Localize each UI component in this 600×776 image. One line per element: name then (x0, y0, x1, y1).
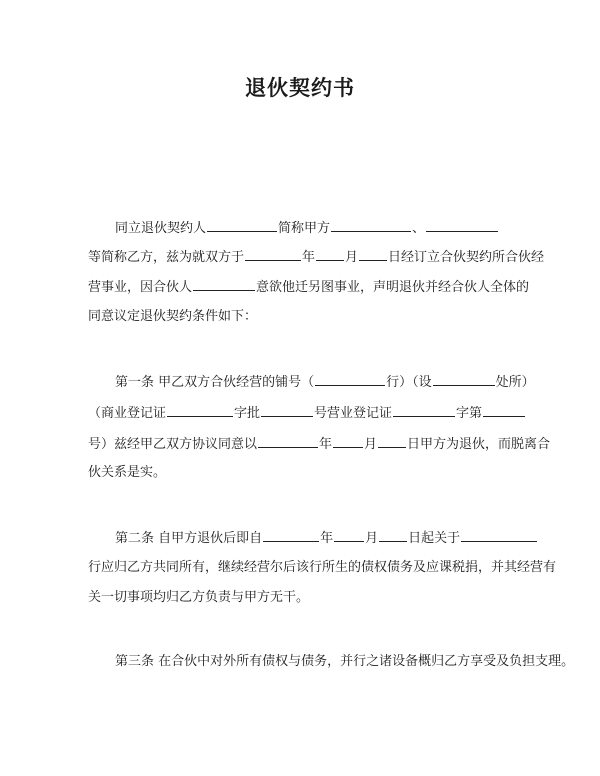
blank-number (483, 403, 525, 417)
article-3-line-1: 第三条 在合伙中对外所有债权与债务，并行之诸设备概归乙方享受及负担支理。 (115, 654, 575, 669)
blank-business-reg (393, 403, 455, 417)
intro-line-1: 同立退伙契约人 简称甲方 、 (115, 218, 499, 238)
article-2-line-1: 第二条 自甲方退伙后即自 年 月 日起关于 (115, 528, 538, 548)
blank-start-year (263, 528, 319, 542)
blank-party-a-2 (426, 218, 498, 232)
blank-party-name (207, 218, 277, 232)
intro-line-4: 同意议定退伙契约条件如下： (88, 309, 258, 324)
blank-party-a (331, 218, 411, 232)
blank-approval (261, 403, 313, 417)
blank-exit-month (333, 434, 363, 448)
blank-start-month (334, 528, 364, 542)
blank-month (316, 247, 344, 261)
blank-firm-name (461, 528, 537, 542)
intro-line-2: 等简称乙方，兹为就双方于 年 月 日经订立合伙契约所合伙经 (88, 247, 544, 267)
blank-reg-cert (167, 403, 233, 417)
blank-partner (193, 277, 255, 291)
blank-location (433, 372, 495, 386)
article-2-line-2: 行应归乙方共同所有，继续经营尔后该行所生的债权债务及应课税捐，并其经营有 (88, 560, 557, 575)
article-1-line-3: 号）兹经甲乙双方协议同意以 年 月 日甲方为退伙，而脱离合 (88, 434, 550, 454)
document-title: 退伙契约书 (245, 76, 355, 100)
article-1-line-2: （商业登记证 字批 号营业登记证 字第 (88, 403, 526, 423)
article-1-line-1: 第一条 甲乙双方合伙经营的铺号（ 行）（设 处所） (115, 372, 535, 392)
blank-start-day (379, 528, 407, 542)
article-2-line-3: 关一切事项均归乙方负责与甲方无干。 (88, 590, 310, 605)
intro-line-3: 营事业，因合伙人 意欲他迁另图事业，声明退伙并经合伙人全体的 (88, 277, 529, 297)
blank-shop-name (315, 372, 385, 386)
blank-exit-year (258, 434, 318, 448)
article-1-line-4: 伙关系是实。 (88, 465, 167, 480)
blank-year (245, 247, 301, 261)
blank-exit-day (378, 434, 406, 448)
blank-day (359, 247, 387, 261)
